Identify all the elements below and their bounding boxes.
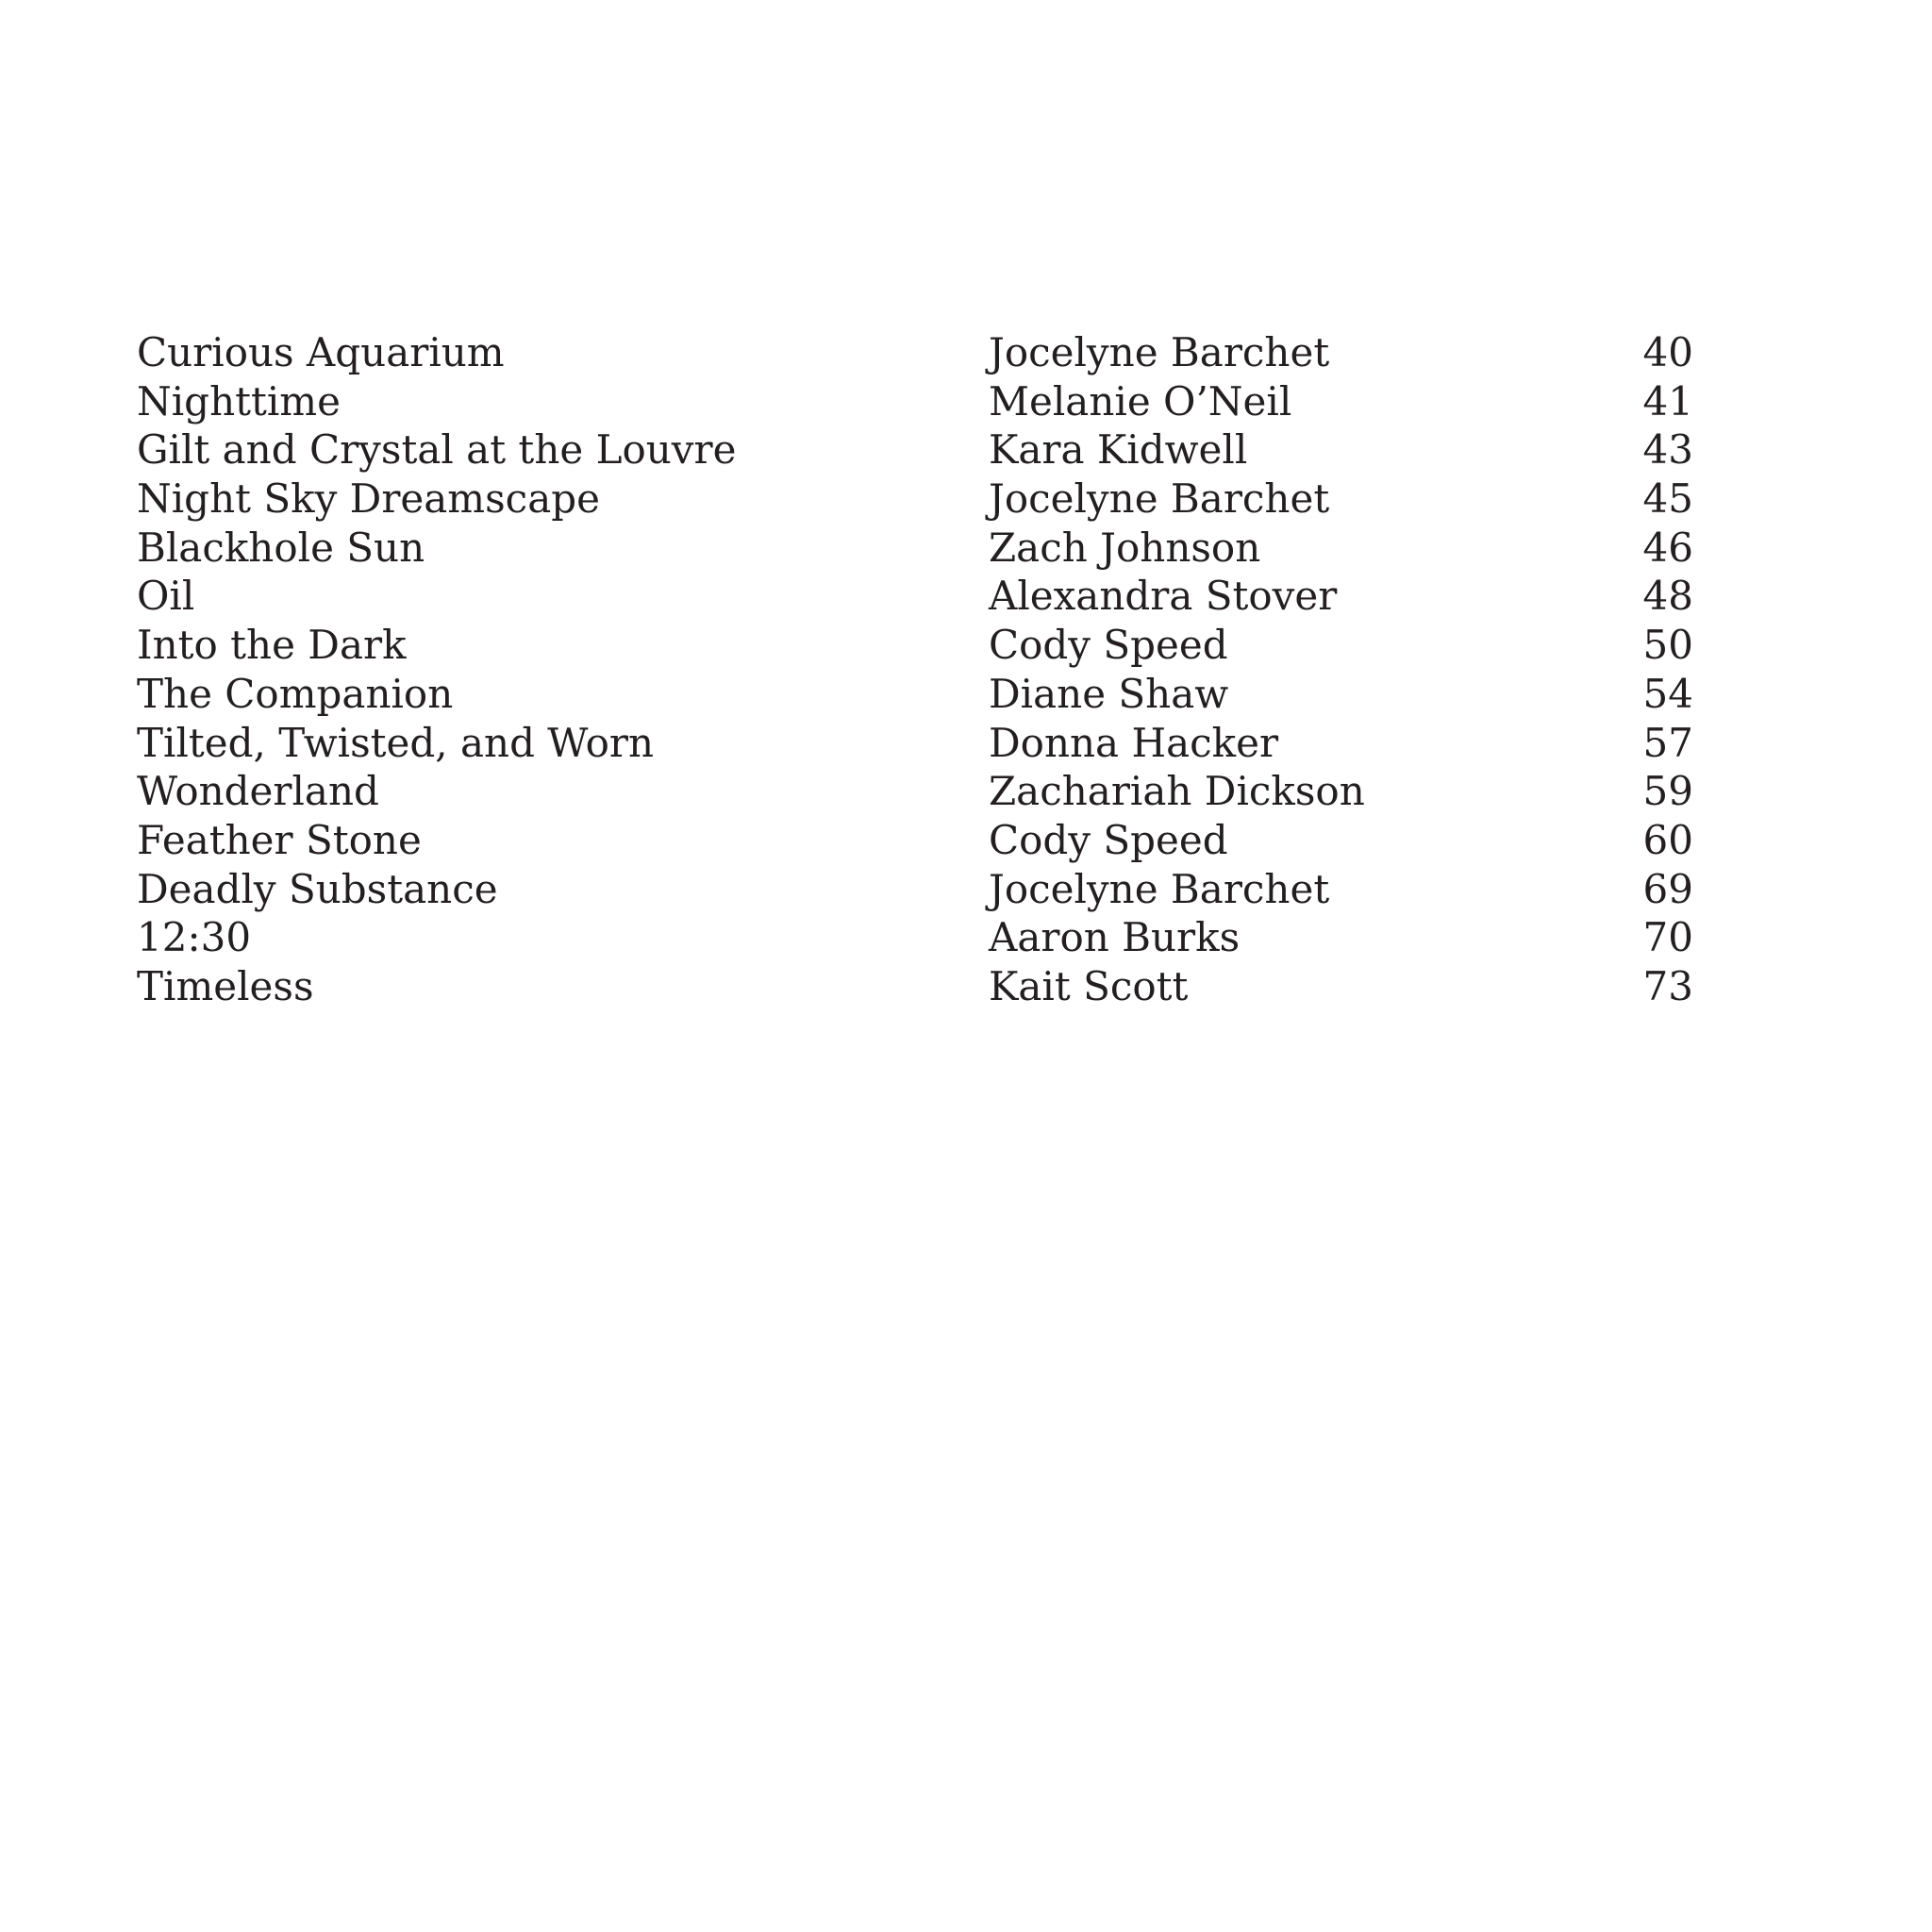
entry-title: Night Sky Dreamscape	[137, 475, 600, 523]
entry-title: Gilt and Crystal at the Louvre	[137, 426, 737, 474]
entry-page-number: 73	[1642, 962, 1693, 1009]
entry-author: Alexandra Stover	[989, 573, 1338, 620]
list-item	[137, 816, 1693, 865]
entry-page-number: 57	[1642, 719, 1693, 766]
entry-title: 12:30	[137, 914, 252, 961]
list-item	[137, 328, 1693, 377]
entry-page-number: 50	[1642, 622, 1693, 669]
entry-page-number: 70	[1642, 914, 1693, 961]
entry-author: Kara Kidwell	[989, 426, 1248, 474]
entry-author: Zach Johnson	[989, 524, 1261, 571]
entry-title: Timeless	[137, 962, 314, 1009]
entry-author: Aaron Burks	[989, 914, 1241, 961]
entry-author: Melanie O’Neil	[989, 377, 1292, 425]
entry-page-number: 45	[1642, 475, 1693, 523]
entry-title: Into the Dark	[137, 622, 407, 669]
entry-title: Curious Aquarium	[137, 329, 505, 375]
entry-author: Cody Speed	[989, 622, 1228, 669]
entry-page-number: 48	[1642, 573, 1693, 620]
entry-page-number: 46	[1642, 524, 1693, 571]
list-item	[137, 572, 1693, 621]
list-item	[137, 719, 1693, 768]
table-of-contents	[137, 328, 1693, 1011]
entry-page-number: 40	[1642, 329, 1693, 375]
list-item	[137, 377, 1693, 426]
list-item	[137, 767, 1693, 816]
entry-author: Jocelyne Barchet	[989, 865, 1330, 912]
entry-author: Cody Speed	[989, 816, 1228, 863]
entry-title: Blackhole Sun	[137, 524, 425, 571]
entry-title: Oil	[137, 573, 195, 620]
entry-author: Kait Scott	[989, 962, 1189, 1009]
entry-title: Wonderland	[137, 768, 379, 815]
entry-page-number: 69	[1642, 865, 1693, 912]
entry-page-number: 54	[1642, 670, 1693, 717]
list-item	[137, 670, 1693, 719]
entry-author: Zachariah Dickson	[989, 768, 1365, 815]
list-item	[137, 475, 1693, 524]
entry-page-number: 60	[1642, 816, 1693, 863]
entry-author: Jocelyne Barchet	[989, 475, 1330, 523]
list-item	[137, 425, 1693, 475]
entry-title: Feather Stone	[137, 816, 422, 863]
list-item	[137, 962, 1693, 1011]
entry-title: The Companion	[137, 670, 454, 717]
entry-author: Jocelyne Barchet	[989, 329, 1330, 375]
entry-title: Tilted, Twisted, and Worn	[137, 719, 655, 766]
entry-page-number: 59	[1642, 768, 1693, 815]
list-item	[137, 524, 1693, 573]
list-item	[137, 913, 1693, 962]
list-item	[137, 865, 1693, 914]
entry-author: Donna Hacker	[989, 719, 1279, 766]
list-item	[137, 621, 1693, 670]
entry-author: Diane Shaw	[989, 670, 1229, 717]
entry-page-number: 41	[1642, 377, 1693, 425]
entry-title: Nighttime	[137, 377, 341, 425]
entry-page-number: 43	[1642, 426, 1693, 474]
entry-title: Deadly Substance	[137, 865, 498, 912]
